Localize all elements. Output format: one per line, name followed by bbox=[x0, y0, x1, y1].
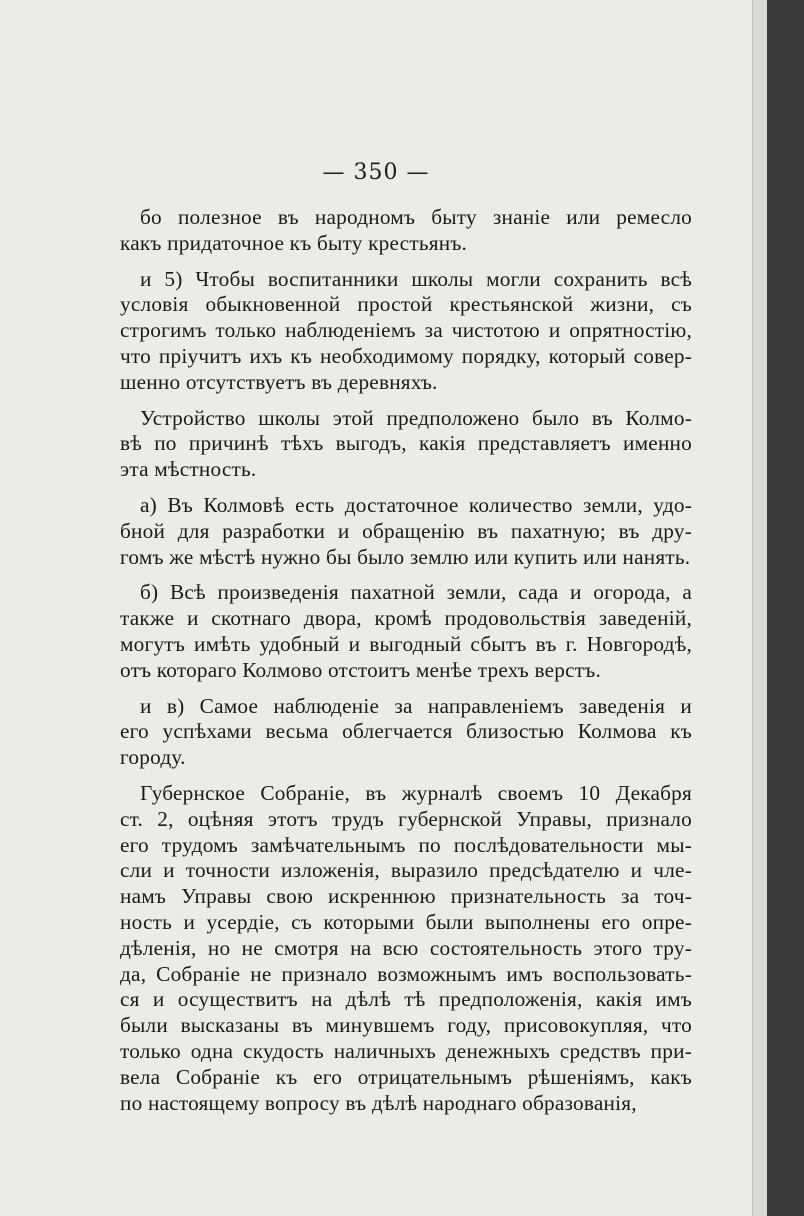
text-line: эта мѣстность. bbox=[120, 457, 257, 482]
text-line: Устройство школы этой предположено было въ Колмо- bbox=[140, 405, 692, 430]
text-line: и 5) Чтобы воспитанники школы могли сохранить всѣ bbox=[140, 266, 692, 291]
text-line: условія обыкновенной простой крестьянской жизни, съ bbox=[120, 292, 692, 317]
paragraph-gap bbox=[120, 483, 692, 493]
text-line: его трудомъ замѣчательнымъ по послѣдовательности мы- bbox=[120, 832, 692, 857]
paragraph bbox=[120, 580, 692, 683]
paragraph-gap bbox=[120, 257, 692, 267]
paragraph-gap bbox=[120, 396, 692, 406]
text-line: Губернское Собраніе, въ журналѣ своемъ 10 Декабря bbox=[140, 780, 692, 805]
text-line: гомъ же мѣстѣ нужно бы было землю или купить или нанять. bbox=[120, 544, 691, 569]
page-text bbox=[120, 205, 692, 1116]
text-line: да, Собраніе не признало возможнымъ имъ воспользовать- bbox=[120, 961, 692, 986]
text-line: городу. bbox=[120, 745, 186, 770]
book-binding-shadow bbox=[767, 0, 804, 1216]
text-line: шенно отсутствуетъ въ деревняхъ. bbox=[120, 369, 438, 394]
text-line: вела Собраніе къ его отрицательнымъ рѣшеніямъ, какъ bbox=[120, 1064, 692, 1089]
paragraph-gap bbox=[120, 570, 692, 580]
page-number: — 350 — bbox=[322, 160, 430, 185]
text-line: его успѣхами весьма облегчается близостью Колмова къ bbox=[120, 719, 692, 744]
paragraph-gap bbox=[120, 684, 692, 694]
text-line: что пріучитъ ихъ къ необходимому порядку, который совер- bbox=[120, 343, 692, 368]
text-line: бо полезное въ народномъ быту знаніе или ремесло bbox=[140, 205, 692, 229]
text-line: намъ Управы свою искреннюю признательность за точ- bbox=[120, 884, 692, 909]
text-line: ся и осуществитъ на дѣлѣ тѣ предположенія, какія имъ bbox=[120, 987, 692, 1012]
page-edge bbox=[752, 0, 767, 1216]
text-line: отъ котораго Колмово отстоитъ менѣе трехъ верстъ. bbox=[120, 657, 602, 682]
text-line: б) Всѣ произведенія пахатной земли, сада и огорода, а bbox=[140, 580, 692, 605]
paragraph bbox=[120, 267, 692, 396]
text-line: ст. 2, оцѣняя этотъ трудъ губернской Управы, призналo bbox=[120, 806, 692, 831]
paragraph bbox=[120, 205, 692, 257]
text-line: были высказаны въ минувшемъ году, присовокупляя, что bbox=[120, 1013, 692, 1038]
paragraph bbox=[120, 694, 692, 771]
paragraph bbox=[120, 493, 692, 570]
text-line: какъ придаточное къ быту крестьянъ. bbox=[120, 230, 468, 255]
text-line: бной для разработки и обращенію въ пахатную; въ дру- bbox=[120, 518, 692, 543]
text-line: могутъ имѣть удобный и выгодный сбытъ въ г. Новгородѣ, bbox=[120, 631, 692, 656]
paragraph bbox=[120, 406, 692, 483]
text-line: и в) Самое наблюденіе за направленіемъ заведенія и bbox=[140, 693, 692, 718]
text-line: а) Въ Колмовѣ есть достаточное количество земли, удо- bbox=[140, 492, 692, 517]
paragraph-gap bbox=[120, 771, 692, 781]
text-line: сли и точности изложенія, выразило предсѣдателю и чле- bbox=[120, 858, 692, 883]
text-line: также и скотнаго двора, кромѣ продовольствія заведеній, bbox=[120, 606, 692, 631]
text-line: ность и усердіе, съ которыми были выполнены его опре- bbox=[120, 909, 692, 934]
text-line: дѣленія, но не смотря на всю состоятельность этого тру- bbox=[120, 935, 692, 960]
text-line: по настоящему вопросу въ дѣлѣ народнаго образованія, bbox=[120, 1090, 637, 1115]
paragraph bbox=[120, 781, 692, 1116]
text-line: вѣ по причинѣ тѣхъ выгодъ, какія представляетъ именно bbox=[120, 431, 692, 456]
text-line: только одна скудость наличныхъ денежныхъ средствъ при- bbox=[120, 1038, 692, 1063]
text-line: строгимъ только наблюденіемъ за чистотою и опрятностію, bbox=[120, 318, 692, 343]
